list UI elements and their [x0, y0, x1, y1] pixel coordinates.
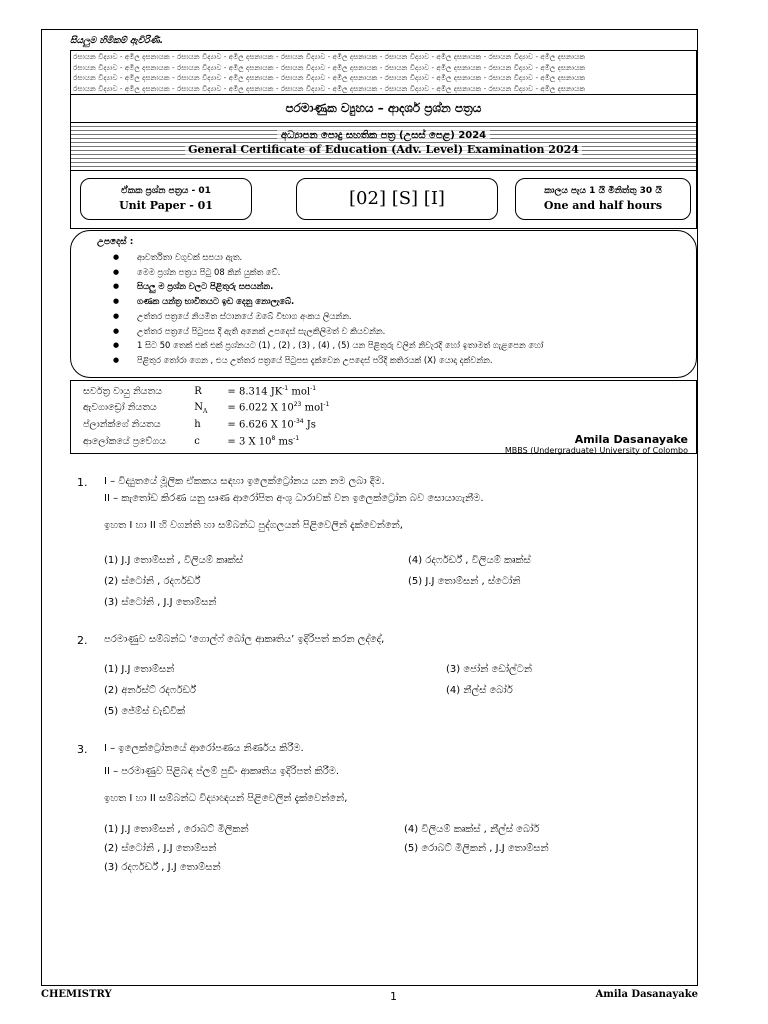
unit-paper-sinhala: ඒකක ප්‍රශ්න පත්‍රය - 01	[121, 186, 211, 196]
watermark-line: රසායන විද්‍යාව - අමිල දසනායක - රසායන විද්‍යාව - අමිල දසනායක - රසායන විද්‍යාව - අමිල දසනායක - රසායන විද්‍යාව - අමිල දසනායක - රසායන විද්‍යාව - අමිල දසනායක	[73, 84, 586, 94]
question-line: I – විද්‍යුතයේ මූලික ඒකකය සඳහා ඉලෙක්ට්‍රෝනය යන නම ලබා දීම.	[104, 476, 385, 487]
constant-equals: =	[227, 436, 236, 448]
constant-exponent: -1	[323, 401, 330, 408]
constant-unit: Js	[303, 419, 316, 431]
question-line: II – කැතෝඩ කිරණ යනු සෘණ ආරෝපිත අංශු ධාරාවක් වන ඉලෙක්ට්‍රෝන බව සොයාගැනීම.	[104, 493, 484, 504]
constant-name: ආලෝකයේ ප්‍රවේගය	[83, 436, 166, 448]
constant-exponent: -1	[293, 435, 300, 442]
constant-value: 6.626 X 10	[238, 419, 294, 431]
instruction-item: ● ගණක යන්ත්‍ර භාවිතයට ඉඩ දෙනු නොලැබේ.	[113, 294, 696, 309]
option[interactable]: (2) අර්නස්ට් රදර්ෆර්ඩ්	[104, 685, 196, 696]
constant-symbol: c	[194, 436, 200, 448]
option[interactable]: (3) ජෝන් ඩෝල්ටන්	[446, 664, 532, 675]
watermark-line: රසායන විද්‍යාව - අමිල දසනායක - රසායන විද්‍යාව - අමිල දසනායක - රසායන විද්‍යාව - අමිල දසනායක - රසායන විද්‍යාව - අමිල දසනායක - රසායන විද්‍යාව - අමිල දසනායක	[73, 62, 586, 72]
constant-row-planck	[83, 418, 316, 430]
unit-paper-box	[80, 178, 252, 220]
watermark-line: රසායන විද්‍යාව - අමිල දසනායක - රසායන විද්‍යාව - අමිල දසනායක - රසායන විද්‍යාව - අමිල දසනායක - රසායන විද්‍යාව - අමිල දසනායක - රසායන විද්‍යාව - අමිල දසනායක	[73, 73, 586, 83]
constant-unit: mol	[288, 386, 311, 398]
constant-value: 6.022 X 10	[238, 402, 294, 414]
constant-exponent: -1	[282, 385, 289, 392]
option[interactable]: (5) J.J තොම්සන් , ස්ටෝනි	[408, 576, 521, 587]
copyright-notice: සියලුම හිමිකම් ඇවිරිණි.	[70, 36, 164, 46]
option[interactable]: (3) ස්ටෝනි , J.J තොම්සන්	[104, 597, 217, 608]
option[interactable]: (5) ජේම්ස් චැඩ්වික්	[104, 706, 186, 717]
instruction-item: ● ආවර්තිතා වගුවක් සපයා ඇත.	[113, 250, 696, 265]
constant-equals: =	[227, 419, 236, 431]
question-number: 2.	[77, 634, 88, 647]
author-name: Amila Dasanayake	[574, 433, 688, 446]
constant-symbol: h	[194, 419, 201, 431]
time-box	[515, 178, 691, 220]
constant-name: සර්වත්‍ර වායු නියතය	[83, 386, 163, 398]
instruction-item: ● උත්තර පත්‍රයේ නියමිත ස්ථානයේ ඔබේ විභාග අංකය ලියන්න.	[113, 309, 696, 324]
constant-unit: mol	[301, 402, 324, 414]
constant-value: 8.314 JK	[238, 386, 283, 398]
option[interactable]: (2) ස්ටෝනි , රදර්ෆර්ඩ්	[104, 576, 201, 587]
constant-symbol: R	[194, 386, 202, 398]
constant-exponent: -34	[293, 418, 304, 425]
instruction-item: ● සියලු ම ප්‍රශ්න වලට පිළිතුරු සපයන්න.	[113, 279, 696, 294]
footer-page-number: 1	[390, 990, 397, 1003]
constant-equals: =	[227, 402, 236, 414]
question-line: ඉහත I හා II හි වගන්ති හා සම්බන්ධ පුද්ගලයන් පිළිවෙලින් දැක්වෙන්නේ,	[104, 520, 403, 531]
option[interactable]: (4) රදර්ෆර්ඩ් , විලියම් ක්‍රුක්ස්	[408, 555, 531, 566]
constant-exponent: -1	[310, 385, 317, 392]
paper-code: [02] [S] [I]	[296, 178, 498, 220]
constant-row-avogadro	[83, 401, 329, 415]
watermark-box	[70, 50, 697, 95]
paper-title: පරමාණුක ව්‍යුහය – ආදර්ශ ප්‍රශ්න පත්‍රය	[70, 95, 697, 123]
question-line: ඉහත I හා II සම්බන්ධ විද්‍යාඥයන් පිළිවෙලින් දැක්වෙන්නේ,	[104, 793, 348, 804]
instruction-item: ● 1 සිට 50 තෙක් එක් එක් ප්‍රශ්නයට (1) , (2) , (3) , (4) , (5) යන පිළිතුරු වලින් නිවැරදි හෝ ඉතාමත් ගැළපෙන හෝ	[113, 338, 696, 353]
constant-row-light	[83, 435, 299, 447]
option[interactable]: (1) J.J තොම්සන්	[104, 664, 175, 675]
constant-exponent: 8	[271, 435, 276, 442]
question-number: 1.	[77, 476, 88, 489]
constant-row-gas	[83, 385, 316, 397]
exam-title-english: General Certificate of Education (Adv. Level) Examination 2024	[71, 143, 696, 156]
option[interactable]: (1) J.J තොම්සන් , විලියම් ක්‍රුක්ස්	[104, 555, 243, 566]
option[interactable]: (2) ස්ටෝනි , J.J තොම්සන්	[104, 843, 217, 854]
watermark-line: රසායන විද්‍යාව - අමිල දසනායක - රසායන විද්‍යාව - අමිල දසනායක - රසායන විද්‍යාව - අමිල දසනායක - රසායන විද්‍යාව - අමිල දසනායක - රසායන විද්‍යාව - අමිල දසනායක	[73, 52, 586, 61]
option[interactable]: (1) J.J තොම්සන් , රොබට් මිලිකන්	[104, 824, 249, 835]
constant-exponent: 23	[293, 401, 302, 408]
question-line: I – ඉලෙක්ට්‍රෝනයේ ආරෝපණය නිර්ණය කිරීම.	[104, 743, 304, 754]
footer-author: Amila Dasanayake	[595, 989, 698, 1000]
unit-paper-english: Unit Paper - 01	[119, 199, 213, 212]
time-english: One and half hours	[543, 199, 663, 212]
author-credential: MBBS (Undergraduate) University of Colombo	[504, 446, 688, 455]
constant-symbol: $N_A$	[194, 402, 208, 416]
constant-unit: ms	[275, 436, 294, 448]
constant-equals: =	[227, 386, 236, 398]
option[interactable]: (3) රදර්ෆර්ඩ් , J.J තොම්සන්	[104, 862, 221, 873]
question-line: පරමාණුව සම්බන්ධ ‘ගොල්ෆ් බෝල ආකෘතිය’ ඉදිරිපත් කරන ලද්දේ,	[104, 634, 385, 645]
instruction-item: ● උත්තර පත්‍රයේ පිටුපස දී ඇති අනෙක් උපදෙස් සැලකිලිමත් ව කියවන්න.	[113, 324, 696, 339]
question-line: II – පරමාණුව පිළිබඳ ප්ලම් පුඩිං ආකෘතිය ඉදිරිපත් කිරීම.	[104, 766, 340, 777]
instruction-item: ● මෙම ප්‍රශ්න පත්‍රය පිටු 08 කින් යුක්ත වේ.	[113, 265, 696, 280]
exam-banner	[70, 123, 697, 171]
author-block	[505, 433, 688, 455]
constant-name: ඇවගාඩ්‍රෝ නියතය	[83, 402, 157, 414]
constant-value: 3 X 10	[238, 436, 272, 448]
option[interactable]: (5) රොබට් මිලිකන් , J.J තොම්සන්	[404, 843, 549, 854]
constants-box	[70, 380, 697, 454]
constant-name: ප්ලාන්ක්ගේ නියතය	[83, 419, 161, 431]
instruction-item-continued: ● පිළිතුර තෝරා ගෙන , එය උත්තර පත්‍රයේ පිටුපස දැක්වෙන උපදෙස් පරිදි කතිරයක් (X) යොදා දක්වන්න.	[113, 353, 696, 368]
question-number: 3.	[77, 743, 88, 756]
time-sinhala: කාලය පැය 1 යි මිනිත්තු 30 යි	[544, 186, 662, 196]
footer-subject: CHEMISTRY	[41, 989, 112, 1000]
instructions-box	[70, 230, 697, 378]
option[interactable]: (4) නීල්ස් බෝර්	[446, 685, 513, 696]
instructions-heading: උපදෙස් :	[97, 237, 134, 247]
exam-title-sinhala: අධ්‍යාපන පොදු සහතික පත්‍ර (උසස් පෙළ) 2024	[277, 130, 490, 141]
option[interactable]: (4) විලියම් ක්‍රුක්ස් , නීල්ස් බෝර්	[404, 824, 540, 835]
